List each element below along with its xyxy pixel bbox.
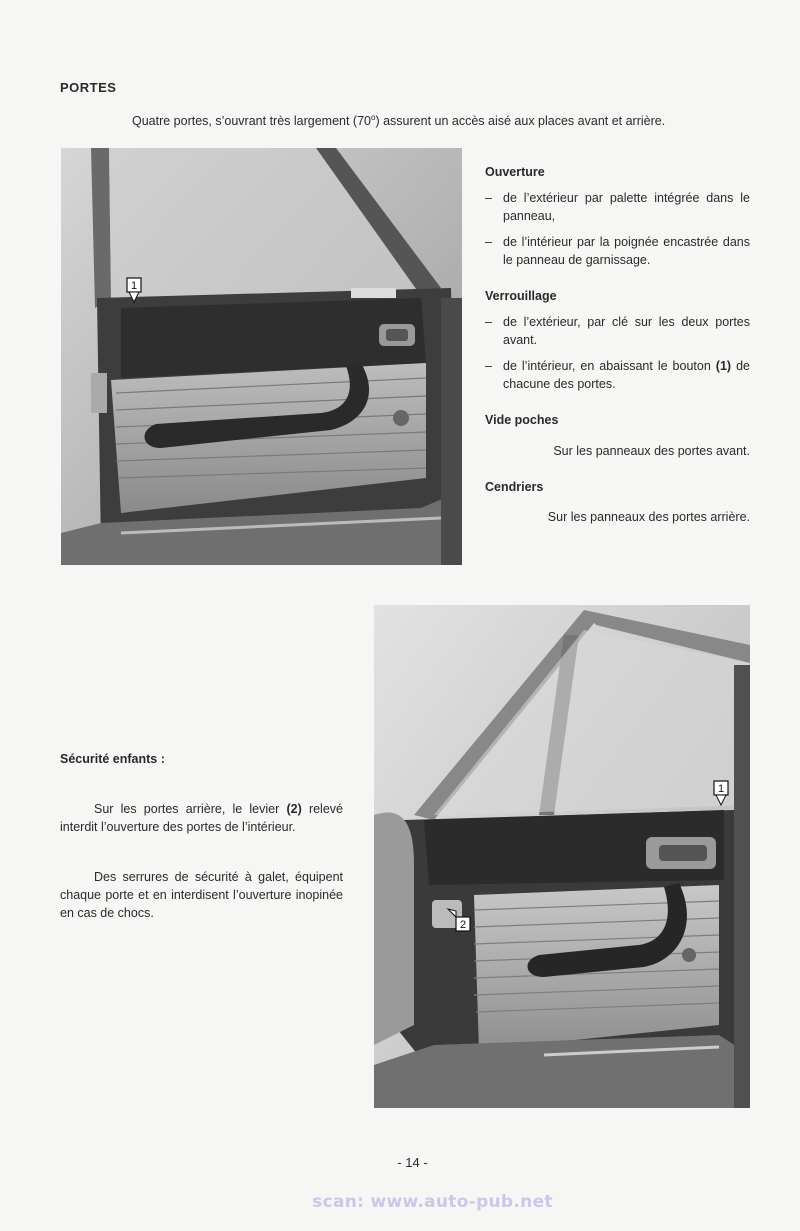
- page-title: PORTES: [60, 80, 117, 95]
- page-number: - 14 -: [397, 1155, 428, 1170]
- heading-cendriers: Cendriers: [485, 479, 544, 494]
- vide-poches-text: Sur les panneaux des portes avant.: [553, 443, 750, 458]
- section-verrouillage: [485, 287, 750, 393]
- section-vide-poches: [485, 411, 750, 460]
- list-item: – de l’intérieur par la poignée encastrée dans le panneau de garnissage.: [485, 235, 750, 267]
- rear-callout-1: 1: [717, 783, 725, 795]
- securite-para-1: Sur les portes arrière, le levier (2) relevé interdit l’ouverture des portes de l’intérieur.: [60, 802, 343, 834]
- list-item: – de l’intérieur, en abaissant le bouton (1) de chacune des portes.: [485, 359, 750, 391]
- right-column: [485, 163, 750, 544]
- rear-door-photo: [374, 605, 750, 1108]
- cendriers-text: Sur les panneaux des portes arrière.: [547, 510, 750, 524]
- section-cendriers: [485, 478, 750, 527]
- rear-callout-2: 2: [459, 919, 467, 931]
- intro-text: [132, 113, 732, 128]
- securite-para-2: Des serrures de sécurité à galet, équipent chaque porte et en interdisent l’ouverture inopinée en cas de chocs.: [60, 870, 343, 920]
- section-securite: [60, 750, 343, 954]
- intro-after: ) assurent un accès aisé aux places avant et arrière.: [375, 114, 666, 129]
- section-ouverture: [485, 163, 750, 269]
- degree-sign: o: [371, 113, 376, 122]
- list-item: – de l’extérieur par palette intégrée dans le panneau,: [485, 191, 750, 223]
- scan-credit: scan: www.auto-pub.net: [312, 1192, 553, 1212]
- heading-securite: Sécurité enfants :: [60, 752, 165, 766]
- front-door-photo: [61, 148, 462, 565]
- heading-vide-poches: Vide poches: [485, 413, 559, 427]
- intro-before: Quatre portes, s’ouvrant très largement (70: [132, 114, 372, 129]
- front-callout-1: 1: [130, 280, 138, 292]
- heading-ouverture: Ouverture: [485, 165, 545, 179]
- heading-verrouillage: Verrouillage: [485, 289, 557, 303]
- list-item: – de l’extérieur, par clé sur les deux portes avant.: [485, 315, 750, 347]
